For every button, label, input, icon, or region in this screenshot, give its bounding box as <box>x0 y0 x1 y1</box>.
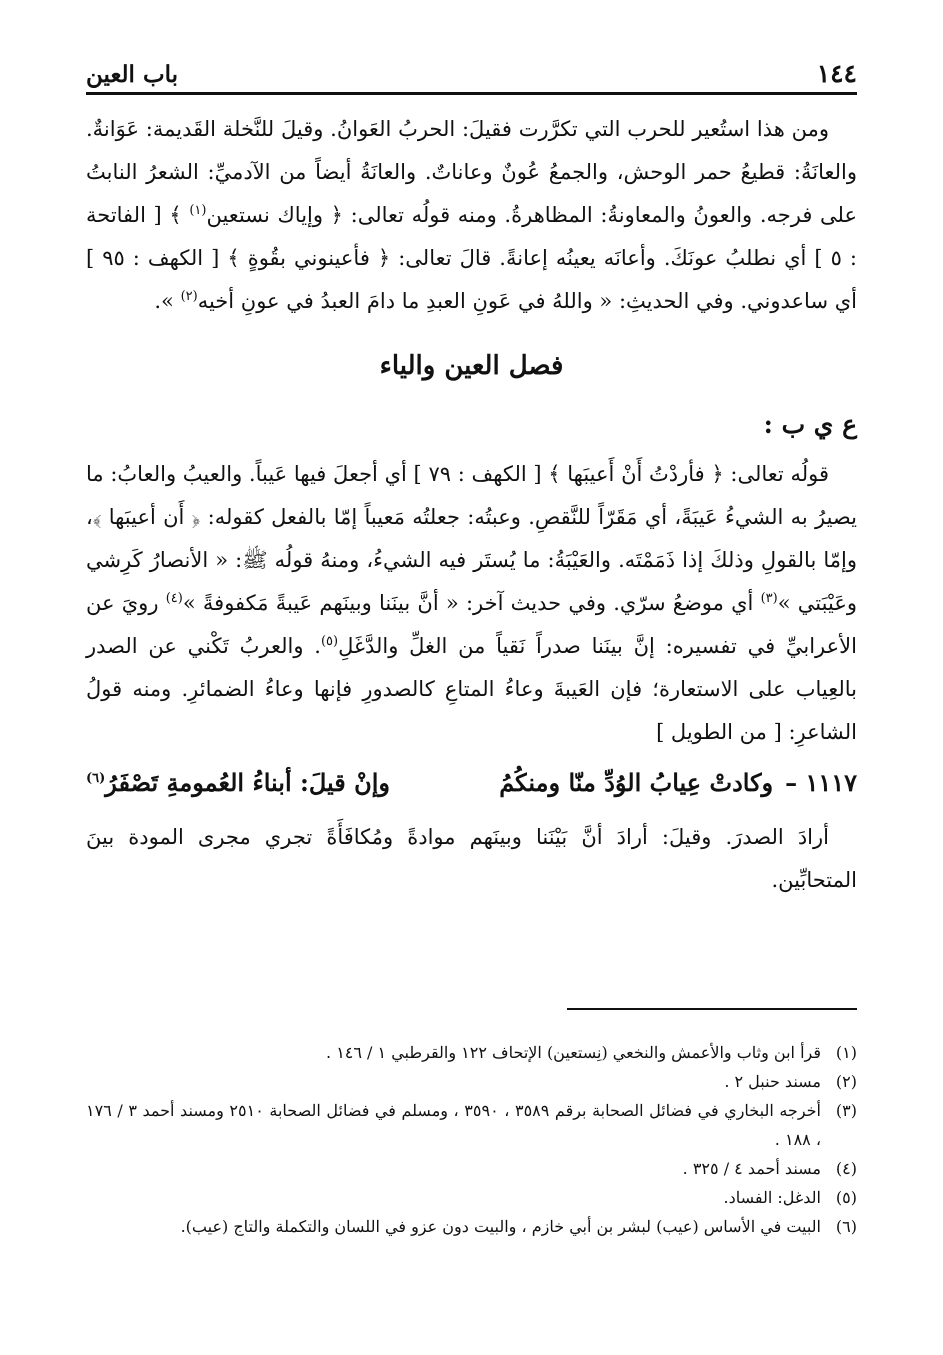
footnote <box>86 1154 857 1183</box>
footnote-text: مسند أحمد ٤ / ٣٢٥ . <box>682 1159 821 1178</box>
running-title: باب العين <box>86 61 179 88</box>
paragraph-text: أي موضعُ سرّي. وفي حديث آخر: « أنَّ بينَنا وبينَهم عَيبةً مَكفوفةً » <box>182 591 761 615</box>
paragraph <box>86 453 857 754</box>
footnote-number: (٦) <box>835 1217 857 1236</box>
main-text <box>86 108 857 902</box>
footnote-number: (٥) <box>835 1188 857 1207</box>
footnote-ref: (٢) <box>180 289 198 304</box>
footnote <box>86 1038 857 1067</box>
footnote-number: (١) <box>835 1043 857 1062</box>
footnote-number: (٢) <box>835 1072 857 1091</box>
paragraph-text: ». <box>154 289 181 313</box>
entry-heading: ع ي ب : <box>763 410 857 439</box>
footnote-text: مسند حنبل ٢ . <box>724 1072 821 1091</box>
footnote-ref: (٦) <box>86 771 106 786</box>
footnote <box>86 1212 857 1241</box>
footnote-separator <box>567 1008 857 1010</box>
footnotes <box>86 1038 857 1241</box>
footnote <box>86 1183 857 1212</box>
paragraph-text: ومن هذا استُعير للحرب التي تكرَّرت فقيلَ: الحربُ العَوانُ. وقيلَ للنَّخلة القَديمة: عَوَانةٌ. والعانَةُ: قطيعُ حمر الوحش، والجمعُ عُونٌ وعاناتٌ. والعانَةُ أيضاً من الآدميِّ: الشعرُ النابتُ على فرجه. والعونُ والمعاونةُ: المظاهرةُ. ومنه قولُه تعالى: ﴿ وإياك نستعين <box>86 117 857 227</box>
footnote-number: (٣) <box>835 1101 857 1120</box>
poetry-verse <box>86 760 857 806</box>
footnote <box>86 1096 857 1154</box>
footnote-text: البيت في الأساس (عيب) لبشر بن أبي خازم ، والبيت دون عزو في اللسان والتكملة والتاج (عيب). <box>180 1217 821 1236</box>
footnote-ref: (٥) <box>320 634 339 649</box>
footnote-ref: (١) <box>189 203 207 218</box>
footnote-text: الدغل: الفساد. <box>723 1188 821 1207</box>
page-header <box>86 48 857 95</box>
paragraph-text: ﴾ [ الفاتحة : ٥ ] أي نطلبُ عونَكَ. وأعانَه يعينُه إعانةً. قالَ تعالى: ﴿ فأعينوني بقُوةٍ ﴾ [ الكهف : ٩٥ ] أي ساعدوني. وفي الحديثِ: « واللهُ في عَونِ العبدِ ما دامَ العبدُ في عونِ أخيه <box>86 203 857 313</box>
footnote-ref: (٣) <box>760 591 778 606</box>
paragraph-text: . والعربُ تَكْني عن الصدر بالعِياب على الاستعارة؛ فإن العَيبةَ وعاءُ المتاعِ كالصدورِ فإنها وعاءُ الضمائرِ. ومنه قولُ الشاعرِ: [ من الطويل ] <box>86 634 857 744</box>
page-number: ١٤٤ <box>816 59 857 88</box>
section-title: فصل العين والياء <box>379 351 564 381</box>
footnote-ref: (٤) <box>165 591 183 606</box>
paragraph-text: قولُه تعالى: ﴿ فأردْتُ أَنْ أَعيبَها ﴾ [ الكهف : ٧٩ ] أي أجعلَ فيها عَيباً. والعيبُ والعابُ: ما يصيرُ به الشيءُ عَيبَةً، أي مَقَرّاً للنَّقصِ. وعبتُه: جعلتُه مَعيباً إمّا بالفعل كقوله: ﴿ أَن أعيبَها ﴾، وإمّا بالقولِ وذلكَ إذا ذَمَمْتَه. والعَيْبَةُ: ما يُستَر فيه الشيءُ، ومنهُ قولُه ﷺ: « الأنصارُ كَرِشي وعَيْبَتي » <box>86 462 857 615</box>
footnote-text: أخرجه البخاري في فضائل الصحابة برقم ٣٥٨٩ ، ٣٥٩٠ ، ومسلم في فضائل الصحابة ٢٥١٠ ومسند أحمد ٣ / ١٧٦ ، ١٨٨ . <box>86 1101 821 1149</box>
paragraph <box>86 108 857 323</box>
hemistich: وكادتْ عِيابُ الوُدِّ منّا ومنكُمُ <box>499 768 774 797</box>
footnote <box>86 1067 857 1096</box>
paragraph-text: رويَ عن الأعرابيِّ في تفسيره: إنَّ بينَنا صدراً نَقياً من الغلِّ والدَّغَلِ <box>86 591 857 658</box>
verse-number: ١١١٧ – <box>785 768 857 797</box>
verse-first-half <box>499 760 857 806</box>
footnote-number: (٤) <box>835 1159 857 1178</box>
paragraph: أرادَ الصدرَ. وقيلَ: أرادَ أنَّ بَيْنَنا وبينَهم موادةً ومُكافَأَةً تجري مجرى المودة بينَ المتحابِّين. <box>86 825 857 892</box>
hemistich: وإنْ قيلَ: أبناءُ العُمومةِ تَصْفَرُ <box>105 768 390 797</box>
footnote-text: قرأ ابن وثاب والأعمش والنخعي (نِستعين) الإتحاف ١٢٢ والقرطبي ١ / ١٤٦ . <box>326 1043 821 1062</box>
verse-second-half <box>86 760 390 806</box>
